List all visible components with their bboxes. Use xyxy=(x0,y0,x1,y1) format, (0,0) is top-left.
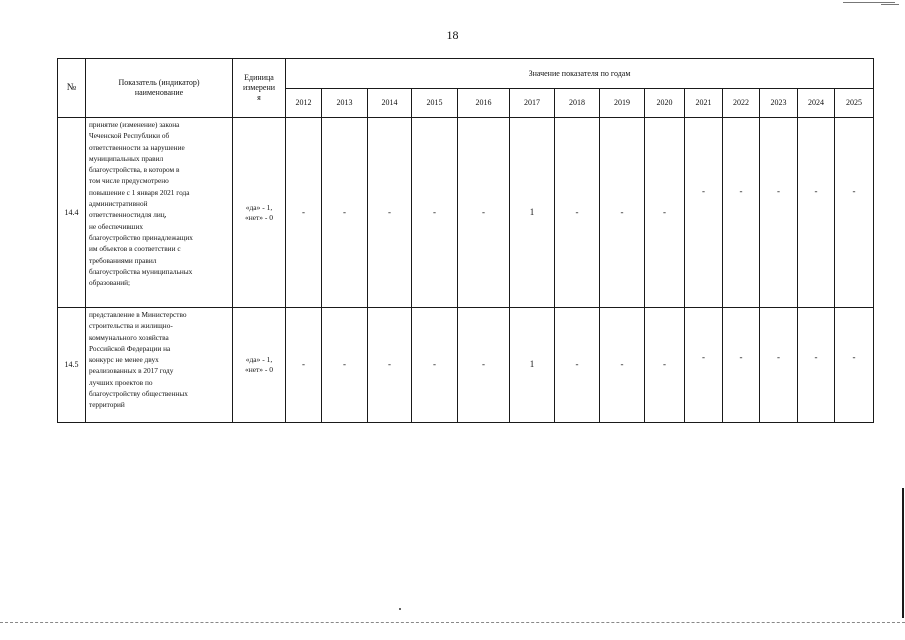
header-year-2017: 2017 xyxy=(510,89,555,118)
row-value-2015: - xyxy=(412,308,458,423)
header-year-2015: 2015 xyxy=(412,89,458,118)
row-value-2017: 1 xyxy=(510,308,555,423)
header-year-2018: 2018 xyxy=(555,89,600,118)
row-indicator-name: представление в Министерство строительства и жилищно- коммунального хозяйства Российской Федерации на конкурс не менее двух реализованных в 2017 году лучших проектов по благоустройству общественных территорий xyxy=(86,308,233,423)
row-value-2022: - xyxy=(723,118,760,308)
scan-dot xyxy=(399,608,401,610)
header-year-2024: 2024 xyxy=(798,89,835,118)
header-year-2019: 2019 xyxy=(600,89,645,118)
row-indicator-name: принятие (изменение) закона Чеченской Республики об ответственности за нарушение муниципальных правил благоустройства, в котором в том числе предусмотрено повышение с 1 января 2021 года административной ответственностидля лиц, не обеспечивших благоустройство принадлежащих им объектов в соответствии с требованиями правил благоустройства муниципальных образований; xyxy=(86,118,233,308)
row-value-2024: - xyxy=(798,308,835,423)
indicator-table xyxy=(57,58,874,423)
row-value-2021: - xyxy=(685,308,723,423)
row-value-2013: - xyxy=(322,118,368,308)
row-value-2019: - xyxy=(600,308,645,423)
header-row xyxy=(58,59,874,89)
page-number: 18 xyxy=(446,28,459,42)
scan-bottom-rule xyxy=(0,622,905,623)
row-value-2012: - xyxy=(286,308,322,423)
row-value-2013: - xyxy=(322,308,368,423)
header-year-2023: 2023 xyxy=(760,89,798,118)
row-unit: «да» - 1, «нет» - 0 xyxy=(233,118,286,308)
row-unit: «да» - 1, «нет» - 0 xyxy=(233,308,286,423)
row-value-2025: - xyxy=(835,118,874,308)
row-value-2021: - xyxy=(685,118,723,308)
row-value-2017: 1 xyxy=(510,118,555,308)
header-indicator-name: Показатель (индикатор) наименование xyxy=(86,59,233,118)
row-value-2020: - xyxy=(645,118,685,308)
row-value-2023: - xyxy=(760,118,798,308)
row-value-2018: - xyxy=(555,308,600,423)
row-index: 14.5 xyxy=(58,308,86,423)
row-value-2023: - xyxy=(760,308,798,423)
row-value-2016: - xyxy=(458,308,510,423)
row-value-2019: - xyxy=(600,118,645,308)
row-value-2018: - xyxy=(555,118,600,308)
header-year-2016: 2016 xyxy=(458,89,510,118)
header-year-2021: 2021 xyxy=(685,89,723,118)
table-row xyxy=(58,308,874,423)
row-value-2014: - xyxy=(368,308,412,423)
row-value-2012: - xyxy=(286,118,322,308)
scan-corner-mark xyxy=(881,4,899,6)
header-year-2022: 2022 xyxy=(723,89,760,118)
header-year-2014: 2014 xyxy=(368,89,412,118)
header-unit: Единица измерени я xyxy=(233,59,286,118)
row-value-2014: - xyxy=(368,118,412,308)
row-value-2022: - xyxy=(723,308,760,423)
row-value-2015: - xyxy=(412,118,458,308)
header-year-2025: 2025 xyxy=(835,89,874,118)
header-index: № xyxy=(58,59,86,118)
row-value-2024: - xyxy=(798,118,835,308)
header-year-2012: 2012 xyxy=(286,89,322,118)
header-year-2020: 2020 xyxy=(645,89,685,118)
header-values-by-year: Значение показателя по годам xyxy=(286,59,874,89)
table-row xyxy=(58,118,874,308)
row-index: 14.4 xyxy=(58,118,86,308)
row-value-2020: - xyxy=(645,308,685,423)
header-year-2013: 2013 xyxy=(322,89,368,118)
row-value-2025: - xyxy=(835,308,874,423)
row-value-2016: - xyxy=(458,118,510,308)
scan-right-edge xyxy=(902,488,904,618)
